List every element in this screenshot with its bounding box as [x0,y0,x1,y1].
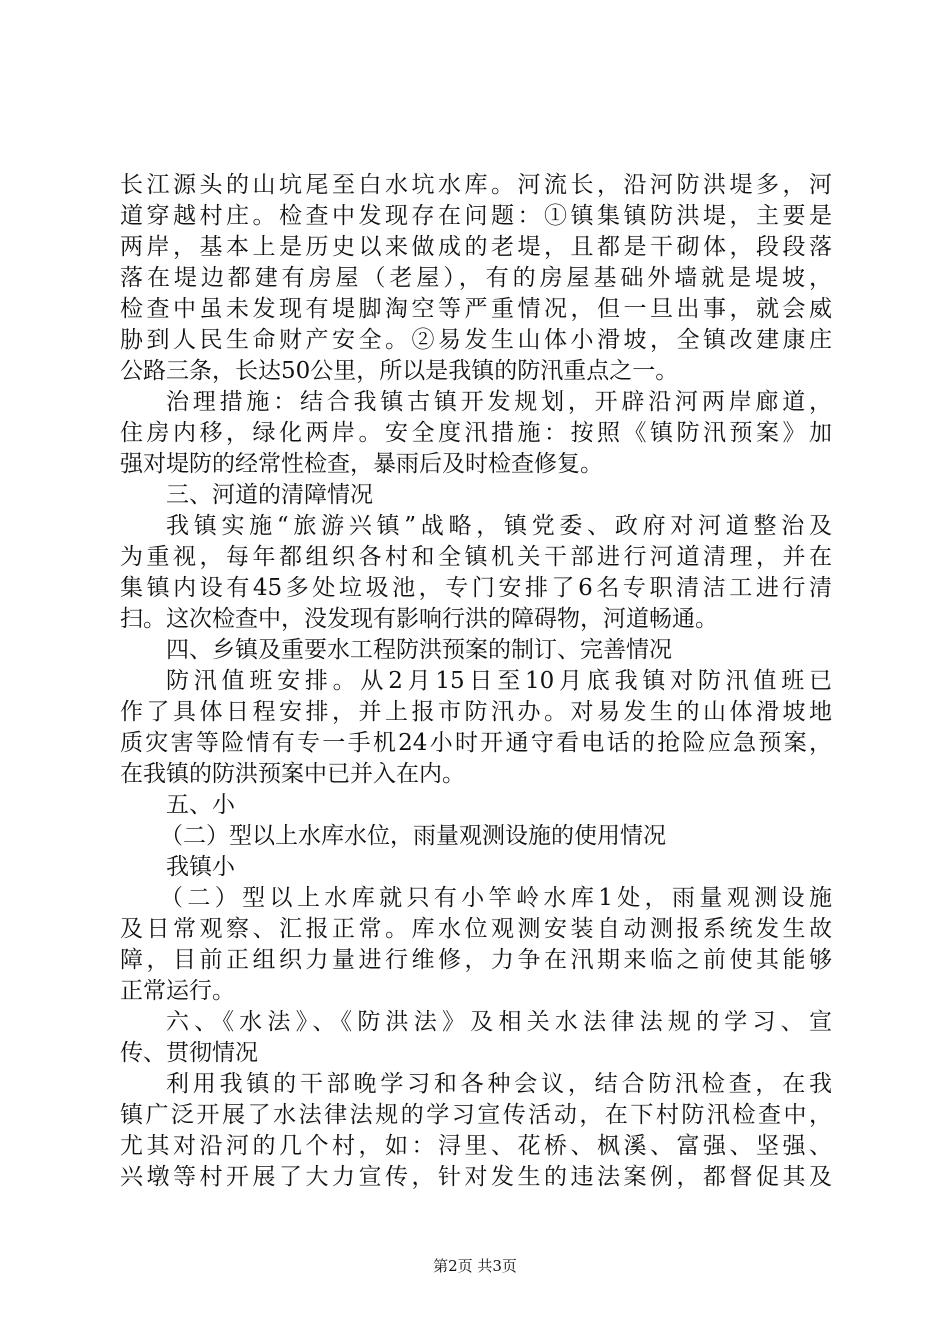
text-line: 两岸，基本上是历史以来做成的老堤，且都是干砌体，段段落 [120,234,832,260]
text-line: 胁到人民生命财产安全。②易发生山体小滑坡，全镇改建康庄 [120,327,832,353]
text-line: 在我镇的防洪预案中已并入在内。 [120,761,465,787]
text-line: 为重视，每年都组织各村和全镇机关干部进行河道清理，并在 [120,544,832,570]
text-line: 质灾害等险情有专一手机24小时开通守看电话的抢险应急预案， [120,730,832,756]
text-line: 及日常观察、汇报正常。库水位观测安装自动测报系统发生故 [120,916,832,942]
text-line: 我镇实施“旅游兴镇”战略，镇党委、政府对河道整治及 [166,513,832,539]
text-line: 长江源头的山坑尾至白水坑水库。河流长，沿河防洪堤多，河 [120,172,832,198]
text-line: 我镇小 [166,854,235,880]
text-line: 集镇内设有45多处垃圾池，专门安排了6名专职清洁工进行清 [120,575,832,601]
text-line: 落在堤边都建有房屋（老屋），有的房屋基础外墙就是堤坡， [120,265,832,291]
text-line: 扫。这次检查中，没发现有影响行洪的障碍物，河道畅通。 [120,606,718,632]
section-heading: 传、贯彻情况 [120,1040,258,1066]
text-line: 公路三条，长达50公里，所以是我镇的防汛重点之一。 [120,358,679,384]
text-line: 住房内移，绿化两岸。安全度汛措施：按照《镇防汛预案》加 [120,420,832,446]
document-body [120,170,832,1193]
text-line: 利用我镇的干部晚学习和各种会议，结合防汛检查，在我 [166,1071,832,1097]
text-line: 镇广泛开展了水法律法规的学习宣传活动，在下村防汛检查中， [120,1102,832,1128]
text-line: 障，目前正组织力量进行维修，力争在汛期来临之前使其能够 [120,947,832,973]
text-line: 检查中虽未发现有堤脚淘空等严重情况，但一旦出事，就会威 [120,296,832,322]
text-line: 治理措施：结合我镇古镇开发规划，开辟沿河两岸廊道， [166,389,832,415]
text-line: （二）型以上水库就只有小竿岭水库1处，雨量观测设施 [160,885,832,911]
text-line: 强对堤防的经常性检查，暴雨后及时检查修复。 [120,451,603,477]
section-heading: 五、小 [166,792,235,818]
text-line: 道穿越村庄。检查中发现存在问题：①镇集镇防洪堤，主要是 [120,203,832,229]
page-number-footer: 第2页 共3页 [433,1257,517,1275]
text-line: 兴墩等村开展了大力宣传，针对发生的违法案例，都督促其及 [120,1164,832,1190]
text-line: 防汛值班安排。从2月15日至10月底我镇对防汛值班已 [166,668,832,694]
text-line: （二）型以上水库水位，雨量观测设施的使用情况 [160,823,666,849]
section-heading: 四、乡镇及重要水工程防洪预案的制订、完善情况 [166,637,672,663]
text-line: 作了具体日程安排，并上报市防汛办。对易发生的山体滑坡地 [120,699,832,725]
section-heading: 六、《水法》、《防洪法》及相关水法律法规的学习、宣 [166,1009,832,1035]
text-line: 正常运行。 [120,978,235,1004]
text-line: 尤其对沿河的几个村，如：浔里、花桥、枫溪、富强、坚强、 [120,1133,832,1159]
section-heading: 三、河道的清障情况 [166,482,373,508]
